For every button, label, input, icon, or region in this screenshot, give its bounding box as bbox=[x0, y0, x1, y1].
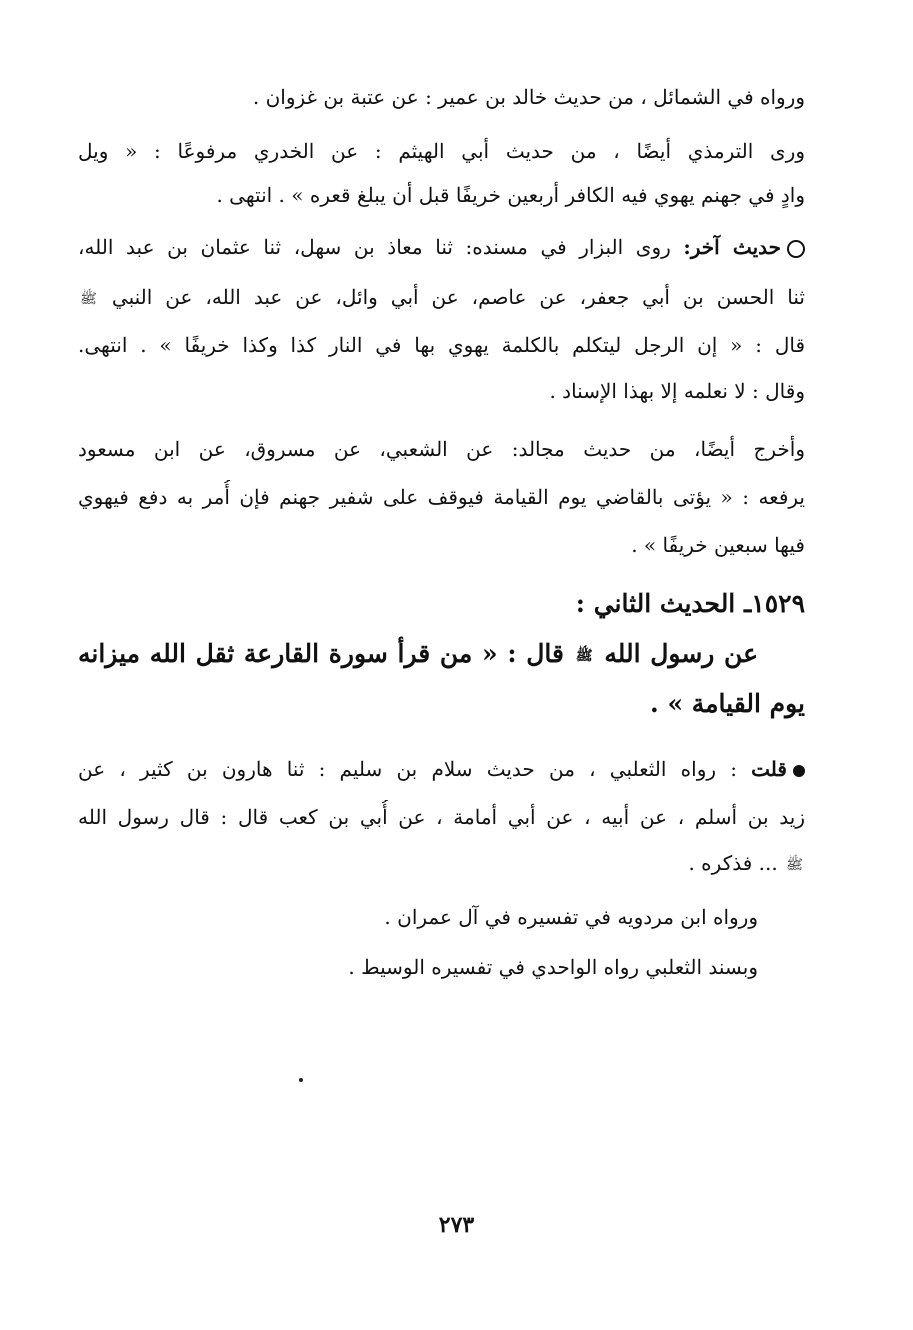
text-run: ثنا الحسن بن أبي جعفر، عن عاصم، عن أبي وائل، عن عبد الله، عن النبي bbox=[111, 285, 805, 309]
text-line: قال : « إن الرجل ليتكلم بالكلمة يهوي بها في النار كذا وكذا خريفًا » . انتهى. bbox=[78, 333, 805, 357]
hadith-text-line: يوم القيامة » . bbox=[650, 689, 805, 718]
text-line bbox=[78, 752, 805, 786]
hadith-text-line bbox=[78, 634, 758, 674]
text-line: وقال : لا نعلمه إلا بهذا الإسناد . bbox=[549, 379, 805, 403]
text-run: ... فذكره . bbox=[688, 851, 778, 875]
text-line: وأخرج أيضًا، من حديث مجالد: عن الشعبي، عن مسروق، عن ابن مسعود bbox=[78, 437, 805, 461]
text-line bbox=[78, 846, 805, 880]
text-line: وادٍ في جهنم يهوي فيه الكافر أربعين خريفًا قبل أن يبلغ قعره » . انتهى . bbox=[216, 183, 805, 207]
salawat-glyph: ﷺ bbox=[786, 856, 803, 873]
text-line: ورى الترمذي أيضًا ، من حديث أبي الهيثم : عن الخدري مرفوعًا : « ويل bbox=[78, 139, 805, 163]
text-line: يرفعه : « يؤتى بالقاضي يوم القيامة فيوقف على شفير جهنم فإن أُمر به دفع فيهوي bbox=[78, 485, 805, 509]
bullet-dot-icon bbox=[793, 765, 805, 777]
text-line bbox=[78, 280, 805, 314]
text-line: ورواه ابن مردويه في تفسيره في آل عمران . bbox=[384, 905, 758, 929]
text-run: قال : « من قرأ سورة القارعة ثقل الله ميزانه bbox=[78, 639, 564, 668]
section-lead: قلت bbox=[751, 757, 787, 781]
salawat-glyph: ﷺ bbox=[80, 290, 97, 307]
text-line: فيها سبعين خريفًا » . bbox=[631, 533, 805, 557]
page-number: ٢٧٣ bbox=[438, 1212, 475, 1238]
text-line bbox=[78, 230, 805, 264]
text-line: وبسند الثعلبي رواه الواحدي في تفسيره الوسيط . bbox=[348, 955, 758, 979]
scan-speck bbox=[299, 1078, 303, 1082]
text-run: : رواه الثعلبي ، من حديث سلام بن سليم : ثنا هارون بن كثير ، عن bbox=[78, 757, 737, 781]
text-run: عن رسول الله bbox=[604, 639, 758, 668]
hadith-heading: ١٥٢٩ـ الحديث الثاني : bbox=[575, 589, 805, 618]
salawat-glyph: ﷺ bbox=[575, 647, 593, 664]
circle-bullet-icon bbox=[787, 240, 805, 258]
section-lead: حديث آخر: bbox=[683, 235, 781, 259]
text-run: روى البزار في مسنده: ثنا معاذ بن سهل، ثنا عثمان بن عبد الله، bbox=[78, 235, 671, 259]
text-line: زيد بن أسلم ، عن أبيه ، عن أبي أمامة ، عن أُبي بن كعب قال : قال رسول الله bbox=[78, 805, 805, 829]
text-line: ورواه في الشمائل ، من حديث خالد بن عمير : عن عتبة بن غزوان . bbox=[252, 85, 805, 109]
